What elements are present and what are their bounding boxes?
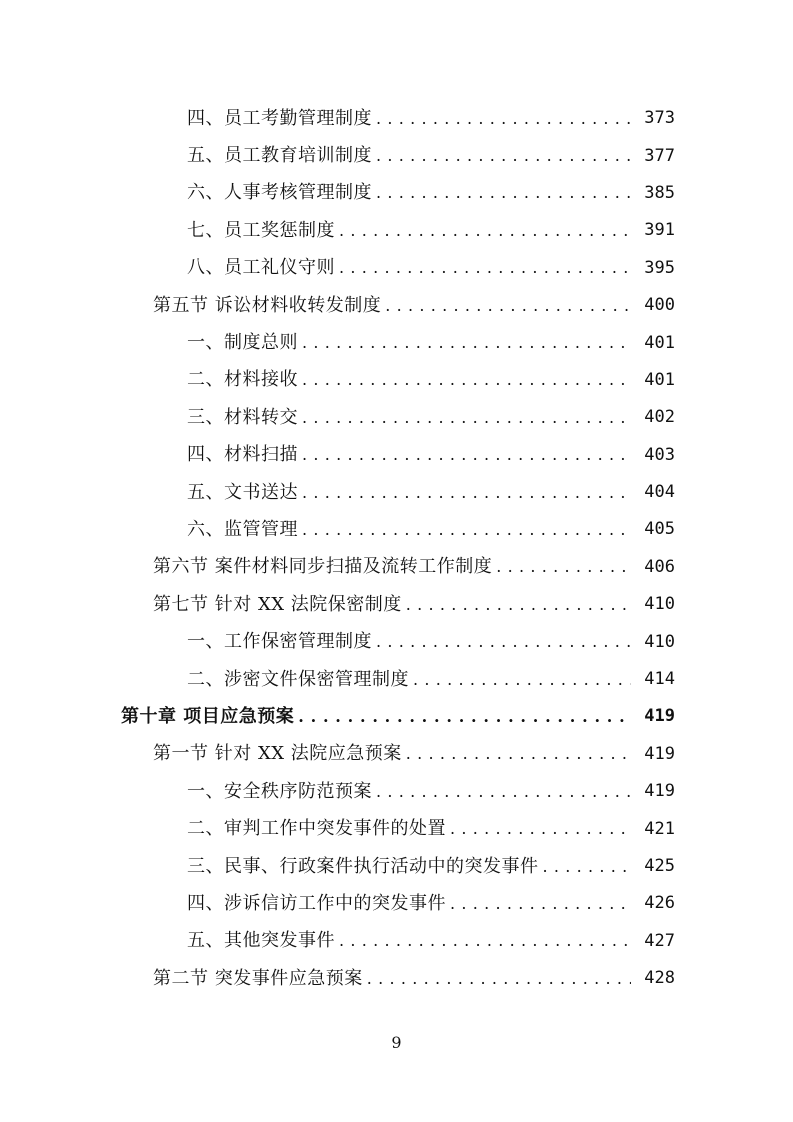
- page-number: 9: [391, 1033, 402, 1052]
- toc-entry-title: 第一节 针对 XX 法院应急预案: [153, 743, 402, 765]
- toc-entry-title: 二、材料接收: [187, 369, 298, 391]
- toc-section-entry: [0, 736, 793, 773]
- toc-dot-leader: [413, 671, 631, 689]
- toc-entry-page: 426: [644, 893, 675, 914]
- toc-entry-page: 385: [644, 182, 675, 203]
- toc-entry-title: 第五节 诉讼材料收转发制度: [153, 294, 382, 316]
- toc-entry: [0, 623, 793, 660]
- toc-entry-page: 402: [644, 407, 675, 428]
- toc-entry-page: 400: [644, 295, 675, 316]
- toc-entry: [0, 923, 793, 960]
- toc-entry: [0, 399, 793, 436]
- toc-entry-title: 三、民事、行政案件执行活动中的突发事件: [187, 855, 539, 877]
- toc-dot-leader: [543, 858, 632, 876]
- toc-entry: [0, 474, 793, 511]
- toc-dot-leader: [450, 895, 631, 913]
- toc-section-entry: [0, 586, 793, 623]
- toc-dot-leader: [496, 558, 631, 576]
- toc-dot-leader: [302, 409, 631, 427]
- toc-entry-page: 419: [644, 743, 675, 764]
- toc-entry: [0, 773, 793, 810]
- toc-entry-title: 三、材料转交: [187, 406, 298, 428]
- toc-entry-page: 419: [644, 706, 675, 727]
- toc-entry-page: 405: [644, 519, 675, 540]
- toc-dot-leader: [406, 596, 631, 614]
- toc-entry: [0, 511, 793, 548]
- toc-entry: [0, 661, 793, 698]
- toc-entry: [0, 848, 793, 885]
- toc-entry: [0, 362, 793, 399]
- toc-dot-leader: [376, 110, 631, 128]
- toc-dot-leader: [298, 708, 631, 726]
- toc-entry-title: 五、文书送达: [187, 481, 298, 503]
- toc-section-entry: [0, 549, 793, 586]
- toc-dot-leader: [339, 222, 631, 240]
- toc-entry-page: 391: [644, 220, 675, 241]
- toc-entry-title: 第二节 突发事件应急预案: [153, 967, 363, 989]
- toc-entry-page: 414: [644, 669, 675, 690]
- toc-dot-leader: [339, 259, 631, 277]
- toc-entry-page: 428: [644, 968, 675, 989]
- toc-entry-page: 377: [644, 145, 675, 166]
- toc-entry: [0, 100, 793, 137]
- toc-chapter-entry: [0, 698, 793, 735]
- toc-entry-title: 六、监管管理: [187, 518, 298, 540]
- toc-entry: [0, 137, 793, 174]
- toc-entry-page: 395: [644, 257, 675, 278]
- toc-entry-title: 一、安全秩序防范预案: [187, 780, 372, 802]
- toc-entry-title: 四、员工考勤管理制度: [187, 107, 372, 129]
- toc-entry-title: 一、制度总则: [187, 332, 298, 354]
- toc-entry-title: 六、人事考核管理制度: [187, 182, 372, 204]
- toc-entry-title: 七、员工奖惩制度: [187, 219, 335, 241]
- toc-entry-page: 410: [644, 594, 675, 615]
- toc-entry: [0, 250, 793, 287]
- toc-dot-leader: [376, 184, 631, 202]
- toc-dot-leader: [376, 147, 631, 165]
- toc-entry: [0, 885, 793, 922]
- toc-entry-title: 二、涉密文件保密管理制度: [187, 668, 409, 690]
- toc-dot-leader: [302, 446, 631, 464]
- toc-entry: [0, 212, 793, 249]
- toc-entry-page: 401: [644, 332, 675, 353]
- toc-entry-title: 五、其他突发事件: [187, 930, 335, 952]
- toc-section-entry: [0, 287, 793, 324]
- toc-dot-leader: [450, 820, 631, 838]
- toc-entry-title: 第六节 案件材料同步扫描及流转工作制度: [153, 556, 493, 578]
- toc-dot-leader: [302, 371, 631, 389]
- toc-entry-page: 421: [644, 818, 675, 839]
- toc-entry-page: 403: [644, 444, 675, 465]
- toc-section-entry: [0, 960, 793, 997]
- toc-entry-title: 二、审判工作中突发事件的处置: [187, 818, 446, 840]
- toc-entry-title: 一、工作保密管理制度: [187, 631, 372, 653]
- toc-entry: [0, 324, 793, 361]
- toc-dot-leader: [302, 521, 631, 539]
- toc-entry-page: 373: [644, 108, 675, 129]
- toc-dot-leader: [376, 783, 631, 801]
- toc-entry-page: 419: [644, 781, 675, 802]
- toc-entry-page: 425: [644, 856, 675, 876]
- toc-entry-page: 410: [644, 631, 675, 652]
- toc-entry: [0, 437, 793, 474]
- toc-entry: [0, 175, 793, 212]
- toc-entry-page: 427: [644, 930, 675, 951]
- toc-entry-title: 五、员工教育培训制度: [187, 145, 372, 167]
- toc-dot-leader: [339, 932, 631, 950]
- toc-entry-title: 第十章 项目应急预案: [121, 705, 295, 727]
- toc-entry-page: 401: [644, 369, 675, 390]
- toc-dot-leader: [302, 484, 631, 502]
- toc-dot-leader: [385, 297, 631, 315]
- toc-entry-title: 四、涉诉信访工作中的突发事件: [187, 892, 446, 914]
- toc-entry: [0, 810, 793, 847]
- toc-entry-page: 406: [644, 556, 675, 577]
- toc-dot-leader: [406, 745, 631, 763]
- toc-dot-leader: [376, 633, 631, 651]
- table-of-contents: [0, 100, 793, 997]
- toc-entry-title: 四、材料扫描: [187, 444, 298, 466]
- toc-entry-page: 404: [644, 482, 675, 503]
- toc-dot-leader: [302, 334, 631, 352]
- toc-entry-title: 第七节 针对 XX 法院保密制度: [153, 593, 402, 615]
- toc-dot-leader: [367, 970, 631, 988]
- toc-entry-title: 八、员工礼仪守则: [187, 257, 335, 279]
